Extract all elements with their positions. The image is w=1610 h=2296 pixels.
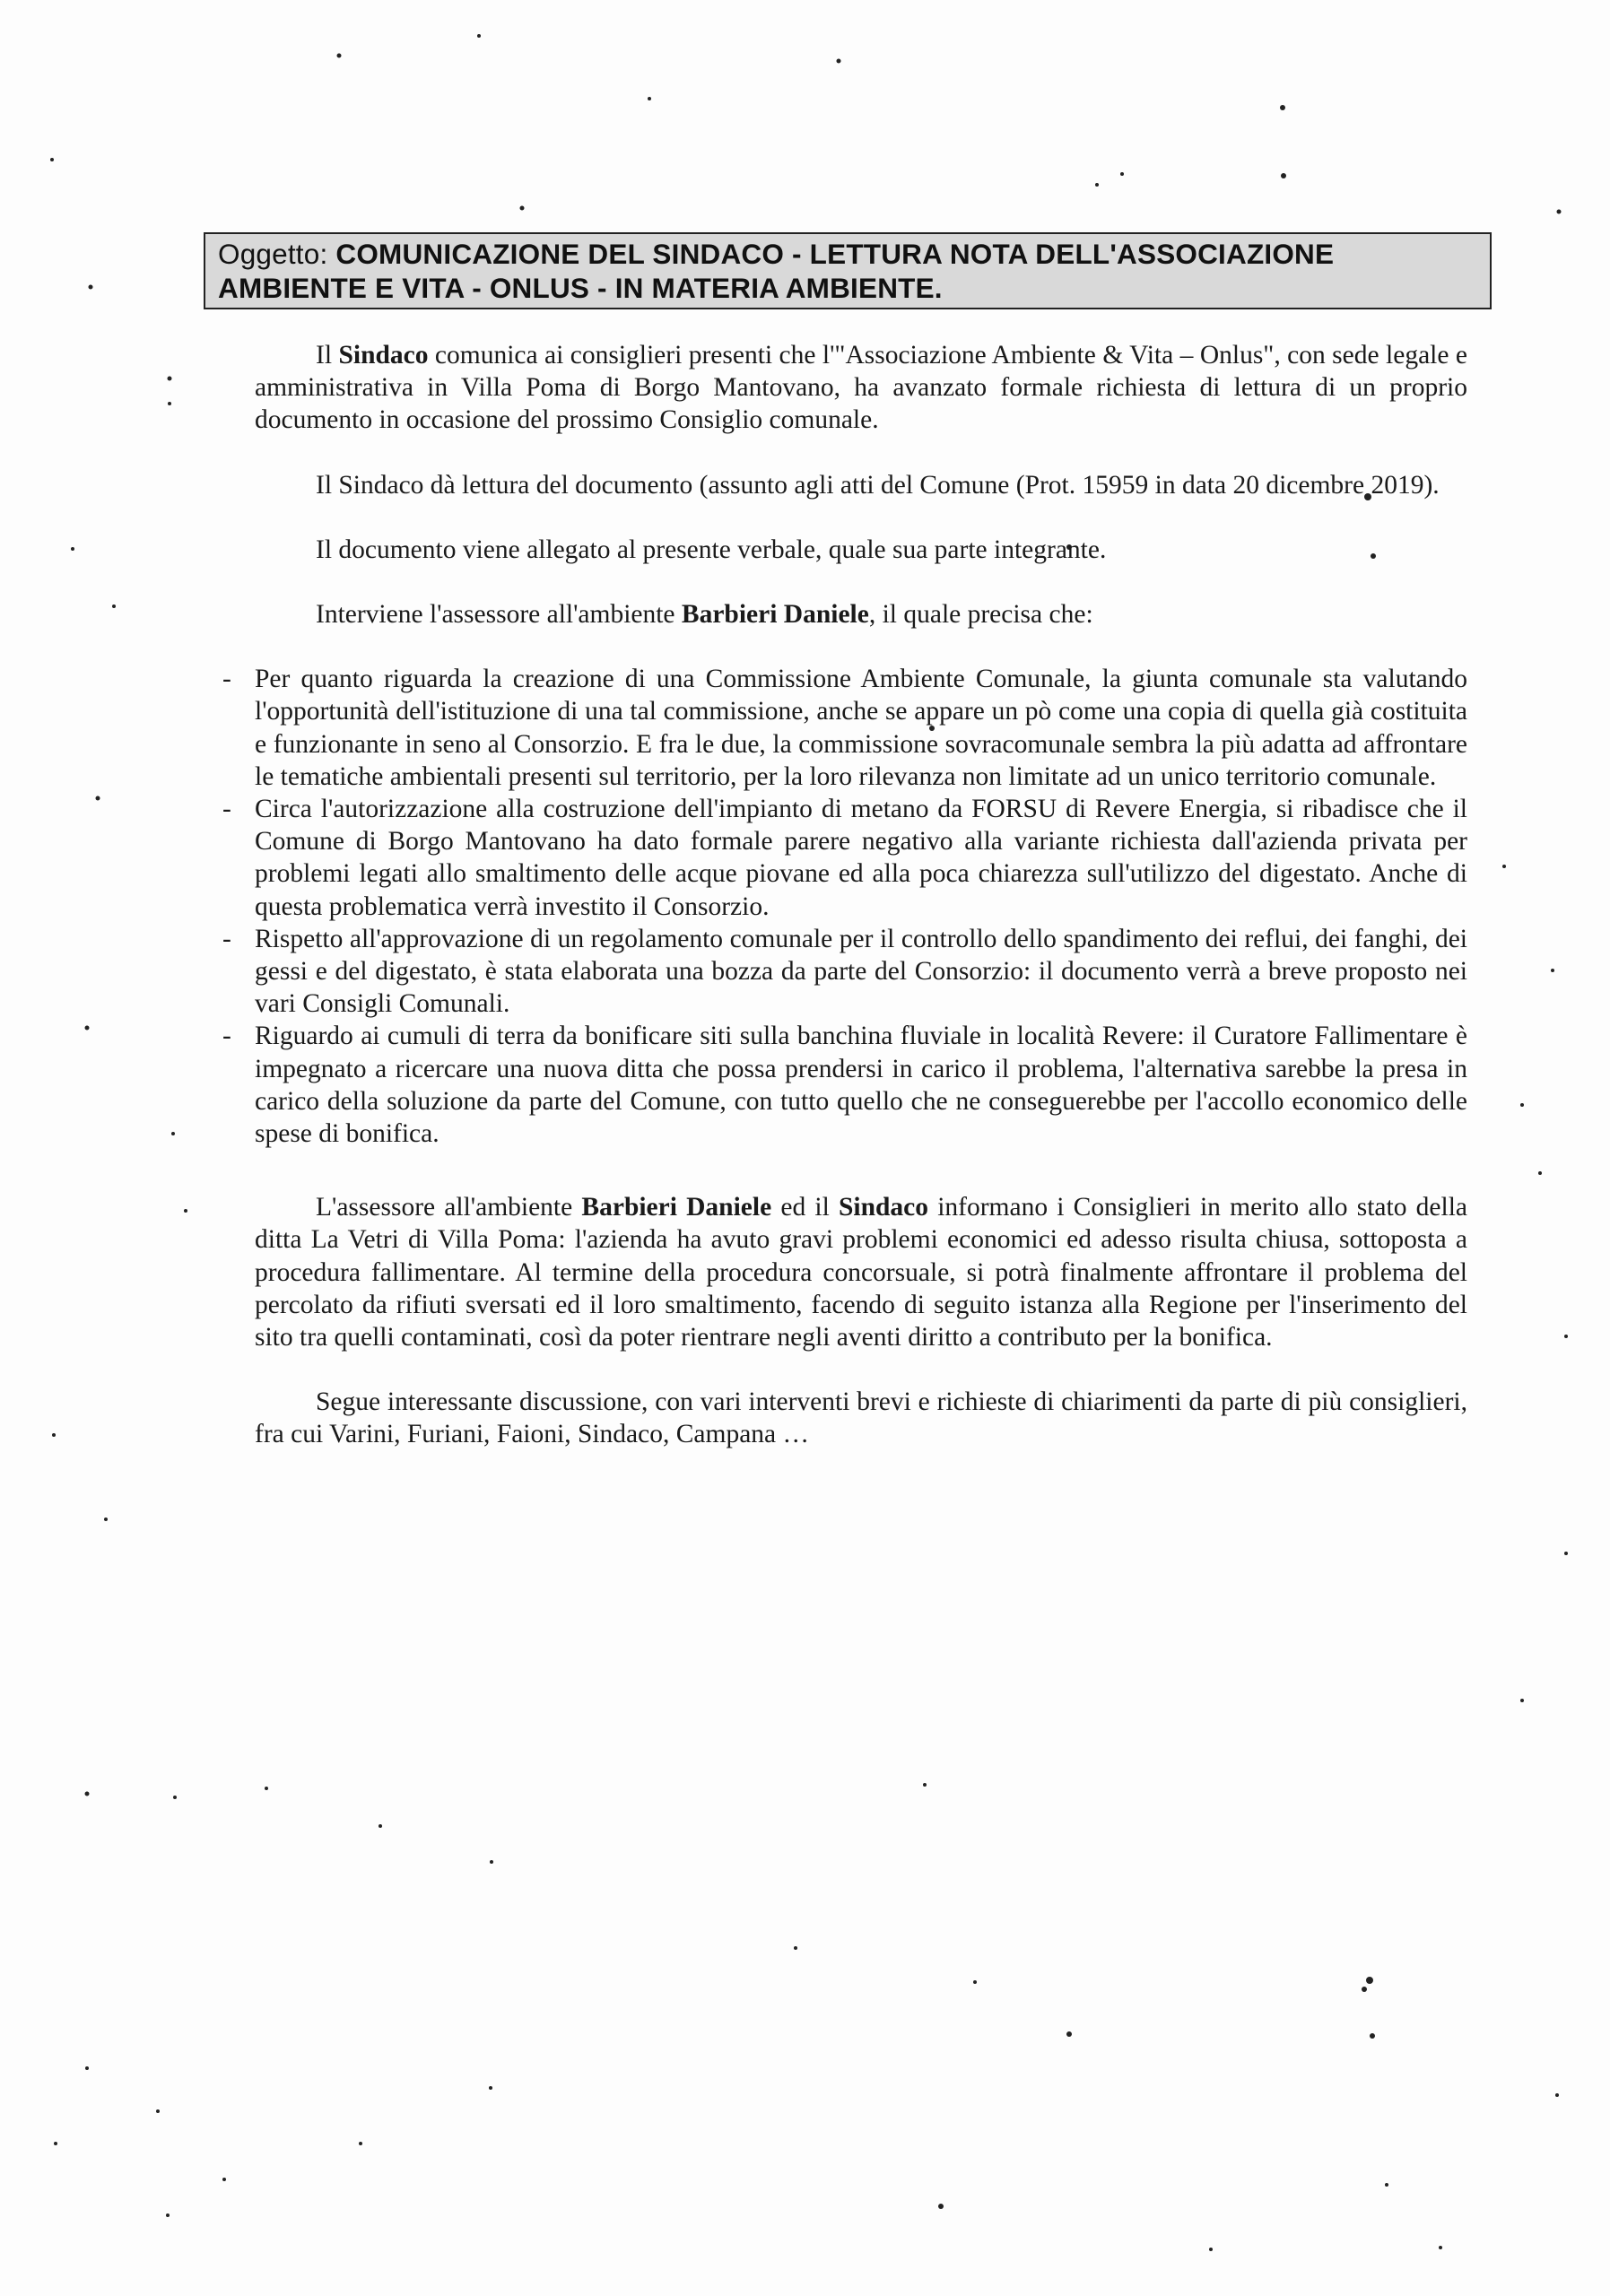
bold-run: Barbieri Daniele [681,600,869,630]
text-run: L'assessore all'ambiente [316,1193,582,1222]
list-item [222,793,1467,923]
subject-box [204,232,1492,309]
minutes-body [222,339,1467,1451]
list-item-text: Per quanto riguarda la creazione di una Commissione Ambiente Comunale, la giunta comunale sta valutando l'opportunità dell'istituzione di una tal commissione, anche se appare un pò come una copia di quella già costituita e funzionante in seno al Consorzio. E fra le due, la commissione sovracomunale sembra la più adatta ad affrontare le tematiche ambientali presenti sul territorio, per la loro rilevanza non limitate ad un unico territorio comunale. [255,665,1467,791]
points-list [222,663,1467,1150]
text-run: Interviene l'assessore all'ambiente [316,600,682,630]
list-item-text: Circa l'autorizzazione alla costruzione dell'impianto di metano da FORSU di Revere Energia, si ribadisce che il Comune di Borgo Mantovano ha dato formale parere negativo alla variante richiesta dall'azienda privata per problemi legati allo smaltimento delle acque piovane ed alla poca chiarezza sull'utilizzo del digestato. Anche di questa problematica verrà investito il Consorzio. [255,795,1467,921]
spacer [255,1150,1467,1191]
list-item-text: Rispetto all'approvazione di un regolamento comunale per il controllo dello spandimento dei reflui, dei fanghi, dei gessi e del digestato, è stata elaborata una bozza da parte del Consorzio: il documento verrà a breve proposto nei vari Consigli Comunali. [255,924,1467,1019]
subject-label: Oggetto: [218,238,328,270]
text-run: informano i Consiglieri in merito allo stato della ditta La Vetri di Villa Poma: l'azienda ha avuto gravi problemi economici ed adesso risulta chiusa, sottoposta a procedura fallimentare. Al termine della procedura concorsuale, si potrà finalmente affrontare il problema del percolato da rifiuti sversati ed il loro smaltimento, facendo di seguito istanza alla Regione per l'inserimento del sito tra quelli contaminati, così da poter rientrare negli aventi diritto a contributo per la bonifica. [255,1193,1467,1352]
bold-run: Barbieri Daniele [581,1193,772,1222]
text-run: comunica ai consiglieri presenti che l'"Associazione Ambiente & Vita – Onlus", con sede legale e amministrativa in Villa Poma di Borgo Mantovano, ha avanzato formale richiesta di lettura di un proprio documento in occasione del prossimo Consiglio comunale. [255,341,1467,435]
paragraph-intervention [255,598,1467,631]
dash-marker: - [222,665,231,694]
paragraph-attachment: Il documento viene allegato al presente verbale, quale sua parte integrante. [316,535,1107,564]
text-run: , il quale precisa che: [868,600,1093,630]
subject-line-1 [218,237,1481,271]
list-item [222,1020,1467,1150]
list-item [222,923,1467,1021]
dash-marker: - [222,1022,231,1051]
bold-run: Sindaco [839,1193,929,1222]
list-item-text: Riguardo ai cumuli di terra da bonificare siti sulla banchina fluviale in località Revere: il Curatore Fallimentare è impegnato a ricercare una nuova ditta che possa prendersi in carico il problema, l'alternativa sarebbe la presa in carico della soluzione da parte del Comune, con tutto quello che ne conseguerebbe per l'accollo economico delle spese di bonifica. [255,1022,1467,1149]
text-run: Il [316,341,339,370]
dash-marker: - [222,924,231,953]
list-item [222,663,1467,793]
text-run: ed il [771,1193,839,1222]
bold-run: Sindaco [338,341,429,370]
paragraph-company-status [255,1191,1467,1353]
subject-title-1: COMUNICAZIONE DEL SINDACO - LETTURA NOTA DELL'ASSOCIAZIONE [335,238,1335,270]
paragraph-announcement [255,339,1467,437]
subject-line-2: AMBIENTE E VITA - ONLUS - IN MATERIA AMBIENTE. [218,272,943,304]
spacer [255,631,1467,663]
dash-marker: - [222,795,231,824]
paragraph-discussion: Segue interessante discussione, con vari interventi brevi e richieste di chiarimenti da parte di più consiglieri, fra cui Varini, Furiani, Faioni, Sindaco, Campana … [255,1387,1467,1449]
paragraph-reading: Il Sindaco dà lettura del documento (assunto agli atti del Comune (Prot. 15959 in data 20 dicembre 2019). [316,470,1440,500]
